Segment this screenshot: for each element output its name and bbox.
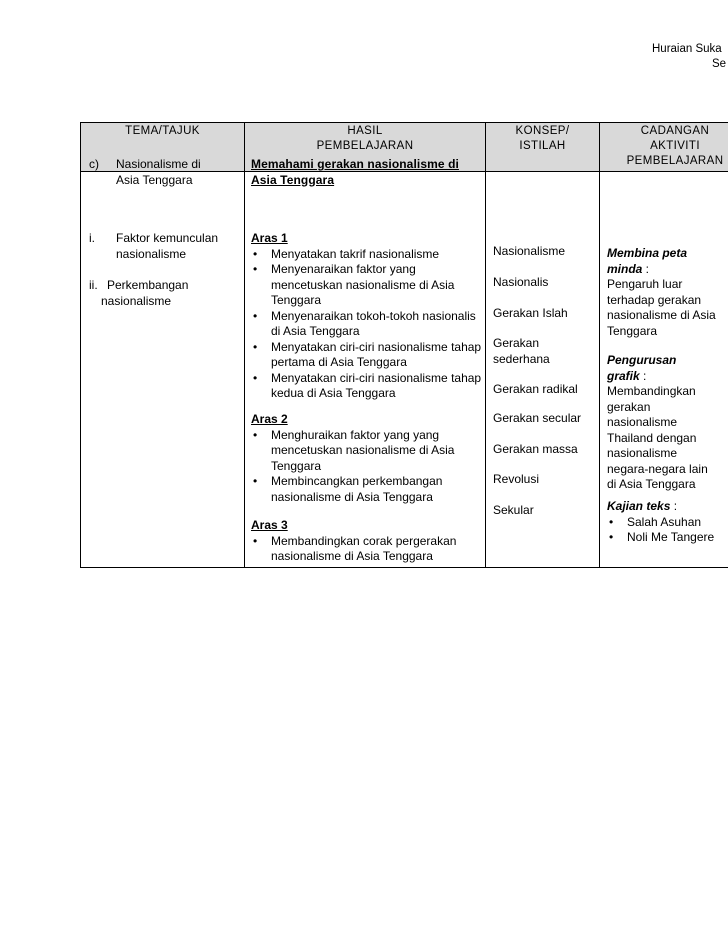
list-item: • Membandingkan corak pergerakan nasionalisme di Asia Tenggara: [251, 534, 483, 565]
header-title-line1: Huraian Suka: [652, 43, 722, 55]
column-divider: [244, 123, 245, 567]
column-divider: [599, 123, 600, 567]
activity-mind-map: Membina peta minda : Pengaruh luar terhadap gerakan nasionalisme di Asia Tenggara: [607, 246, 716, 338]
header-tema-tajuk: TEMA/TAJUK: [125, 125, 200, 137]
concept-term: Sekular: [493, 503, 534, 517]
list-item: • Menyatakan ciri-ciri nasionalisme tahap kedua di Asia Tenggara: [251, 371, 483, 402]
header-hasil-pembelajaran: HASIL PEMBELAJARAN: [316, 125, 414, 152]
outcomes-title: Memahami gerakan nasionalisme di Asia Tenggara: [251, 157, 459, 187]
concept-term: Gerakan sederhana: [493, 336, 550, 366]
concept-term: Gerakan massa: [493, 442, 578, 456]
list-item: • Salah Asuhan: [607, 515, 728, 531]
concept-term: Gerakan radikal: [493, 382, 578, 396]
header-cadangan-aktiviti: CADANGAN AKTIVITI PEMBELAJARAN: [626, 125, 724, 167]
concept-term: Gerakan Islah: [493, 306, 568, 320]
aras-2-label: Aras 2: [251, 412, 288, 426]
topic-main: c) Nasionalisme di Asia Tenggara: [89, 157, 201, 187]
list-item: • Menyatakan takrif nasionalisme: [251, 247, 483, 263]
list-item: • Noli Me Tangere: [607, 530, 728, 546]
topic-sub-1: i. Faktor kemunculan nasionalisme: [89, 231, 219, 261]
aras-2-section: [251, 412, 483, 505]
header-konsep-istilah: KONSEP/ ISTILAH: [515, 125, 570, 152]
header-title-line2: Se: [712, 58, 727, 70]
aras-1-section: [251, 231, 483, 402]
aras-1-label: Aras 1: [251, 231, 288, 245]
list-item: • Menyenaraikan tokoh-tokoh nasionalis di Asia Tenggara: [251, 309, 483, 340]
list-item: • Menghuraikan faktor yang yang mencetuskan nasionalisme di Asia Tenggara: [251, 428, 483, 475]
aras-3-section: [251, 518, 483, 565]
list-item: • Membincangkan perkembangan nasionalisme di Asia Tenggara: [251, 474, 483, 505]
list-item: • Menyenaraikan faktor yang mencetuskan nasionalisme di Asia Tenggara: [251, 262, 483, 309]
column-divider: [485, 123, 486, 567]
curriculum-table: [80, 122, 728, 568]
concept-term: Nasionalisme: [493, 244, 566, 258]
topic-sub-2: ii. Perkembangan nasionalisme: [89, 278, 189, 308]
activity-graphic-organizer: Pengurusan grafik : Membandingkan gerakan nasionalisme Thailand dengan nasionalisme negara-negara lain di Asia Tenggara: [607, 353, 708, 491]
topic-main-number: c): [89, 157, 99, 171]
concept-term: Nasionalis: [493, 275, 549, 289]
aras-3-label: Aras 3: [251, 518, 288, 532]
activity-text-study: Kajian teks : • Salah Asuhan • Noli Me Tangere: [607, 499, 728, 546]
list-item: • Menyatakan ciri-ciri nasionalisme tahap pertama di Asia Tenggara: [251, 340, 483, 371]
concept-term: Revolusi: [493, 472, 540, 486]
concept-term: Gerakan secular: [493, 411, 582, 425]
topic-sub-2-number: ii.: [89, 278, 98, 292]
topic-sub-1-number: i.: [89, 231, 95, 245]
